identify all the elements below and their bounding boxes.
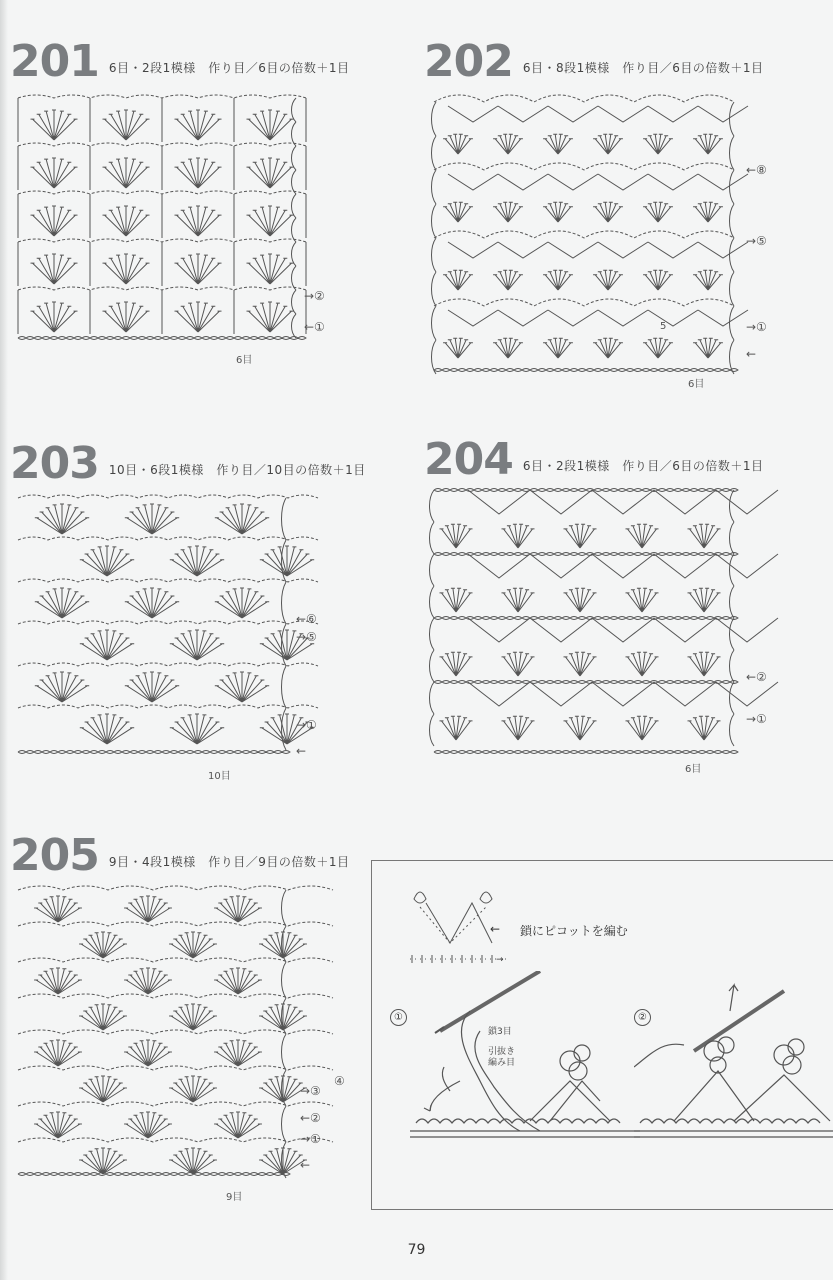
stitch-fan	[693, 270, 723, 290]
turning-chain	[292, 98, 297, 338]
stitch-fan	[693, 338, 723, 358]
chain-row	[434, 751, 738, 754]
stitch-fan	[493, 338, 523, 358]
stitch-fan	[79, 1004, 127, 1030]
stitch-fan	[626, 524, 659, 548]
stitch-fan	[493, 270, 523, 290]
stitch-fan	[175, 110, 222, 140]
stitch-fan	[124, 968, 172, 994]
stitch-fan	[170, 630, 224, 660]
pattern-205-title	[10, 830, 350, 881]
stitch-fan	[103, 254, 150, 284]
chain-arch	[18, 287, 306, 290]
stitch-fan	[103, 158, 150, 188]
pattern-201-chart	[18, 88, 300, 344]
chain-arch	[18, 239, 306, 242]
stitch-fan	[34, 1112, 82, 1138]
column-line	[18, 194, 306, 238]
stitch-fan	[564, 716, 597, 740]
row-label: ←①	[304, 320, 325, 334]
stitch-fan	[593, 338, 623, 358]
chain-arch	[18, 191, 306, 194]
stitch-fan	[443, 202, 473, 222]
chart-205-svg	[18, 878, 290, 1178]
chart-203-svg	[18, 486, 290, 758]
chain-row	[434, 553, 738, 556]
stitch-fan	[440, 588, 473, 612]
stitch-fan	[103, 206, 150, 236]
stitch-vee	[448, 242, 748, 258]
chain-arch	[434, 95, 734, 102]
stitch-fan	[80, 546, 134, 576]
row-label: →①	[746, 712, 767, 726]
picot-step2-illustration	[634, 971, 833, 1141]
stitch-fan	[34, 968, 82, 994]
stitch-fan	[626, 652, 659, 676]
turning-chain	[432, 102, 437, 374]
chain-arch	[18, 705, 318, 708]
repeat-label: 6目	[685, 764, 702, 775]
stitch-fan	[593, 270, 623, 290]
stitch-fan	[214, 1040, 262, 1066]
pattern-205-chart	[18, 878, 290, 1178]
stitch-fan	[215, 504, 269, 534]
stitch-fan	[31, 110, 78, 140]
stitch-fan	[688, 652, 721, 676]
row-label: ←②	[746, 670, 767, 684]
pattern-number: 201	[10, 36, 99, 87]
stitch-fan	[124, 1040, 172, 1066]
stitch-fan	[543, 338, 573, 358]
chain-row	[434, 681, 738, 684]
chain-arch	[18, 579, 318, 582]
chain-arch	[18, 495, 318, 498]
stitch-fan	[247, 206, 294, 236]
stitch-fan	[440, 524, 473, 548]
row-label: ←	[296, 744, 307, 758]
stitch-fan	[502, 524, 535, 548]
pattern-spec: 6目・2段1模様 作り目／6目の倍数＋1目	[108, 61, 350, 75]
chain-row	[434, 617, 738, 620]
chain-arch	[18, 537, 318, 540]
repeat-label: 6目	[688, 379, 705, 390]
stitch-fan	[247, 302, 294, 332]
chain-row	[18, 751, 290, 754]
row-label: ←⑧	[746, 163, 767, 177]
stitch-fan	[688, 716, 721, 740]
pattern-number: 204	[424, 434, 513, 485]
step-number: ②	[634, 1009, 651, 1026]
stitch-fan	[170, 714, 224, 744]
pattern-203-chart	[18, 486, 290, 758]
stitch-fan	[35, 588, 89, 618]
stitch-fan	[214, 896, 262, 922]
stitch-fan	[688, 524, 721, 548]
pattern-spec: 10目・6段1模様 作り目／10目の倍数＋1目	[108, 463, 366, 477]
stitch-vee	[448, 174, 748, 190]
page-binding-edge	[0, 0, 8, 1280]
stitch-fan	[440, 716, 473, 740]
pattern-number: 202	[424, 36, 513, 87]
stitch-fan	[31, 206, 78, 236]
row-label: →⑤	[296, 630, 317, 644]
row-label: ④	[334, 1074, 345, 1088]
stitch-fan	[593, 134, 623, 154]
stitch-fan	[260, 546, 314, 576]
stitch-fan	[34, 896, 82, 922]
stitch-fan	[443, 134, 473, 154]
turning-chain	[282, 498, 287, 750]
stitch-fan	[247, 158, 294, 188]
chain-arch	[434, 299, 734, 306]
stitch-fan	[175, 158, 222, 188]
stitch-fan	[170, 546, 224, 576]
column-line	[18, 98, 306, 142]
row-label: ←⑥	[296, 612, 317, 626]
page-number: 79	[407, 1242, 426, 1258]
repeat-label: 10目	[208, 771, 231, 782]
pattern-202-chart	[428, 88, 740, 378]
stitch-fan	[693, 202, 723, 222]
stitch-fan	[626, 588, 659, 612]
pattern-number: 203	[10, 438, 99, 489]
stitch-fan	[125, 672, 179, 702]
row-label: →②	[304, 289, 325, 303]
chain-arch	[18, 143, 306, 146]
legend-arrow: →	[496, 955, 504, 965]
stitch-fan	[564, 524, 597, 548]
repeat-label: 9目	[226, 1192, 243, 1203]
stitch-fan	[124, 1112, 172, 1138]
pattern-201-title	[10, 36, 350, 87]
turning-chain	[730, 102, 735, 374]
stitch-fan	[247, 254, 294, 284]
stitch-fan	[35, 504, 89, 534]
pattern-spec: 6目・8段1模様 作り目／6目の倍数＋1目	[522, 61, 764, 75]
chain-arch	[18, 95, 306, 98]
pattern-spec: 6目・2段1模様 作り目／6目の倍数＋1目	[522, 459, 764, 473]
column-line	[18, 242, 306, 286]
stitch-fan	[214, 968, 262, 994]
stitch-fan	[125, 504, 179, 534]
stitch-fan	[125, 588, 179, 618]
chain-arch	[18, 886, 333, 890]
stitch-fan	[443, 270, 473, 290]
stitch-fan	[79, 1148, 127, 1174]
stitch-vee	[448, 310, 748, 326]
stitch-fan	[124, 896, 172, 922]
stitch-fan	[502, 652, 535, 676]
stitch-fan	[31, 302, 78, 332]
row-label: →③	[300, 1084, 321, 1098]
stitch-fan	[693, 134, 723, 154]
pattern-203-title	[10, 438, 366, 489]
pattern-202-title	[424, 36, 764, 87]
stitch-fan	[643, 134, 673, 154]
stitch-fan	[169, 1076, 217, 1102]
chart-204-svg	[428, 480, 740, 760]
stitch-fan	[169, 1148, 217, 1174]
stitch-fan	[35, 672, 89, 702]
stitch-fan	[175, 206, 222, 236]
stitch-fan	[493, 202, 523, 222]
pattern-204-chart	[428, 480, 740, 760]
picot-step1-illustration	[410, 971, 640, 1141]
pattern-number: 205	[10, 830, 99, 881]
stitch-fan	[214, 1112, 262, 1138]
stitch-fan	[175, 254, 222, 284]
stitch-fan	[564, 652, 597, 676]
turning-chain	[282, 890, 287, 1178]
chain-row	[18, 1173, 290, 1176]
chain-row	[18, 337, 306, 340]
column-line	[18, 290, 306, 334]
chain-arch	[18, 663, 318, 666]
pattern-204-title	[424, 434, 764, 485]
chart-201-svg	[18, 88, 300, 344]
stitch-fan	[543, 134, 573, 154]
chain-arch	[434, 231, 734, 238]
chart-202-svg	[428, 88, 740, 378]
stitch-fan	[493, 134, 523, 154]
stitch-fan	[31, 254, 78, 284]
row-label: ←	[746, 347, 757, 361]
stitch-fan	[103, 110, 150, 140]
stitch-fan	[626, 716, 659, 740]
row-label: →①	[300, 1132, 321, 1146]
stitch-fan	[247, 110, 294, 140]
stitch-fan	[593, 202, 623, 222]
stitch-fan	[440, 652, 473, 676]
stitch-fan	[502, 716, 535, 740]
stitch-fan	[103, 302, 150, 332]
stitch-vee	[448, 106, 748, 122]
stitch-fan	[643, 270, 673, 290]
row-label: →①	[296, 718, 317, 732]
stitch-fan	[215, 588, 269, 618]
inner-label: 5	[660, 321, 667, 332]
stitch-fan	[169, 932, 217, 958]
row-label: ←	[300, 1158, 311, 1172]
stitch-fan	[169, 1004, 217, 1030]
chain-row	[434, 489, 738, 492]
chain-arch	[434, 163, 734, 170]
stitch-fan	[443, 338, 473, 358]
repeat-label: 6目	[236, 355, 253, 366]
column-line	[18, 146, 306, 190]
stitch-fan	[79, 1076, 127, 1102]
row-label: →①	[746, 320, 767, 334]
stitch-fan	[79, 932, 127, 958]
stitch-fan	[643, 338, 673, 358]
slip-stitch-label: 引抜き 編み目	[488, 1047, 516, 1068]
stitch-fan	[543, 270, 573, 290]
note-arrow: ←	[490, 922, 501, 936]
stitch-fan	[31, 158, 78, 188]
picot-note: 鎖にピコットを編む	[520, 924, 628, 938]
stitch-fan	[643, 202, 673, 222]
chain-row	[434, 369, 738, 372]
turning-chain	[430, 490, 435, 746]
stitch-fan	[688, 588, 721, 612]
stitch-fan	[80, 630, 134, 660]
stitch-fan	[543, 202, 573, 222]
row-label: →⑤	[746, 234, 767, 248]
stitch-fan	[34, 1040, 82, 1066]
pattern-spec: 9目・4段1模様 作り目／9目の倍数＋1目	[108, 855, 350, 869]
stitch-fan	[215, 672, 269, 702]
stitch-fan	[502, 588, 535, 612]
chain-arch	[18, 621, 318, 624]
row-label: ←②	[300, 1111, 321, 1125]
stitch-fan	[80, 714, 134, 744]
stitch-fan	[175, 302, 222, 332]
picot-technique-box	[371, 860, 833, 1210]
stitch-fan	[564, 588, 597, 612]
step-number: ①	[390, 1009, 407, 1026]
chain-label: 鎖3目	[488, 1027, 512, 1037]
